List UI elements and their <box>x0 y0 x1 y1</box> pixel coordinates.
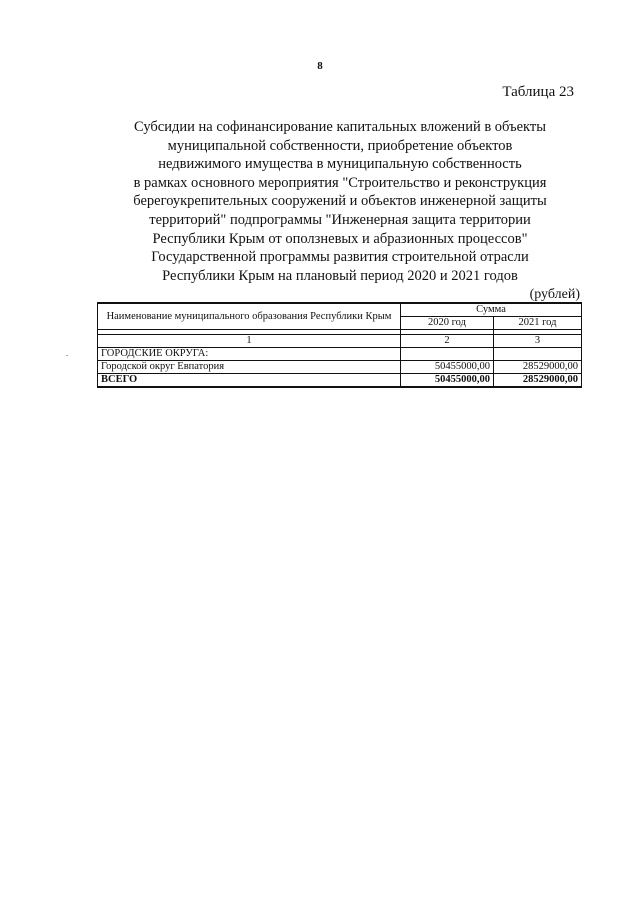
empty-cell <box>401 348 494 361</box>
empty-cell <box>494 348 582 361</box>
total-2020: 50455000,00 <box>401 374 494 388</box>
subsidies-table <box>97 302 582 388</box>
amount-2021: 28529000,00 <box>494 361 582 374</box>
title-line: муниципальной собственности, приобретение объектов <box>167 137 513 154</box>
municipality-name: Городской округ Евпатория <box>98 361 401 374</box>
table-label: Таблица 23 <box>502 84 574 100</box>
title-line: Республики Крым от оползневых и абразионных процессов" <box>152 230 528 247</box>
title-line: Республики Крым на плановый период 2020 и 2021 годов <box>162 267 518 284</box>
total-label: ВСЕГО <box>98 374 401 388</box>
amount-2020: 50455000,00 <box>401 361 494 374</box>
column-number-1: 1 <box>98 335 401 348</box>
document-title <box>100 118 580 285</box>
header-year-2020: 2020 год <box>401 317 494 330</box>
group-label: ГОРОДСКИЕ ОКРУГА: <box>98 348 401 361</box>
header-name-column: Наименование муниципального образования Республики Крым <box>98 303 401 330</box>
page-number: 8 <box>317 60 323 72</box>
table-row <box>98 361 582 374</box>
total-2021: 28529000,00 <box>494 374 582 388</box>
total-row <box>98 374 582 388</box>
margin-mark: . <box>66 349 68 358</box>
title-line: Государственной программы развития строительной отрасли <box>151 249 529 266</box>
header-sum-column: Сумма <box>401 303 582 317</box>
title-line: недвижимого имущества в муниципальную собственность <box>158 156 522 173</box>
column-number-2: 2 <box>401 335 494 348</box>
title-line: Субсидии на софинансирование капитальных вложений в объекты <box>134 119 546 135</box>
header-year-2021: 2021 год <box>494 317 582 330</box>
title-line: в рамках основного мероприятия "Строительство и реконструкция <box>133 174 547 191</box>
column-number-3: 3 <box>494 335 582 348</box>
title-line: берегоукрепительных сооружений и объектов инженерной защиты <box>133 193 547 210</box>
title-line: территорий" подпрограммы "Инженерная защита территории <box>149 211 531 228</box>
units-label: (рублей) <box>529 287 580 302</box>
